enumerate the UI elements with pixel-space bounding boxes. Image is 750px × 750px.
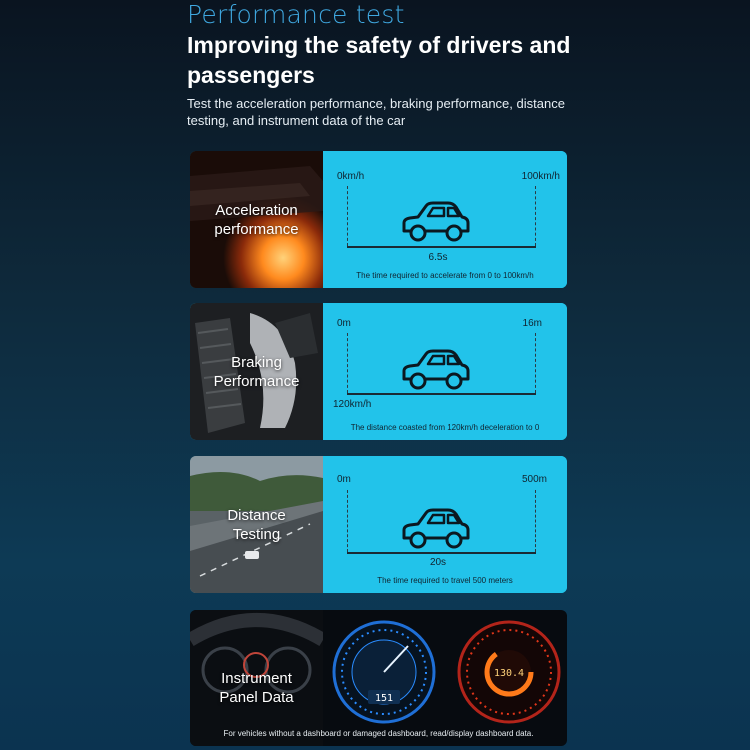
speedometer-value: 151 [374,693,394,704]
car-icon [398,504,472,552]
tachometer-value: 130.4 [493,668,525,679]
distance-end-marker [535,490,536,552]
braking-start-marker [347,333,348,393]
distance-baseline [347,552,536,554]
acceleration-time: 6.5s [428,252,448,263]
acceleration-end-label: 100km/h [521,171,560,182]
braking-end-marker [535,333,536,393]
instrument-caption: For vehicles without a dashboard or damaged dashboard, read/display dashboard data. [223,729,534,738]
distance-start-label: 0m [337,474,351,485]
braking-card [190,303,567,440]
car-icon [398,197,472,245]
instrument-photo [190,610,323,746]
acceleration-baseline [347,246,536,248]
instrument-label-line2: Panel Data [219,689,294,706]
acceleration-start-marker [347,186,348,246]
braking-baseline [347,393,536,395]
distance-start-marker [347,490,348,552]
braking-end-label: 16m [522,318,542,329]
acceleration-diagram [323,151,567,288]
distance-card [190,456,567,593]
speedometer-gauge [330,618,438,726]
section-title: Performance test [187,0,405,29]
distance-time: 20s [429,557,447,568]
distance-caption: The time required to travel 500 meters [377,576,513,585]
acceleration-label-line1: Acceleration [215,201,298,219]
distance-photo [190,456,323,593]
acceleration-card [190,151,567,288]
page-subtitle: Test the acceleration performance, braking performance, distance testing, and instrument data of the car [187,96,565,128]
tachometer-gauge [455,618,563,726]
car-icon [398,345,472,393]
acceleration-caption: The time required to accelerate from 0 to 100km/h [356,271,534,280]
acceleration-label-line2: performance [214,220,299,238]
instrument-card [190,610,567,746]
distance-label-line2: Testing [232,525,281,543]
instrument-label-line1: Instrument [221,670,292,687]
distance-label-line1: Distance [227,506,286,524]
braking-diagram [323,303,567,440]
distance-diagram [323,456,567,593]
braking-speed: 120km/h [333,399,372,410]
braking-caption: The distance coasted from 120km/h deceleration to 0 [350,423,540,432]
acceleration-photo [190,151,323,288]
braking-label-line1: Braking [231,353,282,371]
distance-end-label: 500m [521,474,547,485]
braking-photo [190,303,323,440]
acceleration-start-label: 0km/h [337,171,365,182]
acceleration-end-marker [535,186,536,246]
braking-start-label: 0m [337,318,351,329]
page-headline: Improving the safety of drivers and passengers [187,32,571,88]
braking-label-line2: Performance [213,372,300,390]
